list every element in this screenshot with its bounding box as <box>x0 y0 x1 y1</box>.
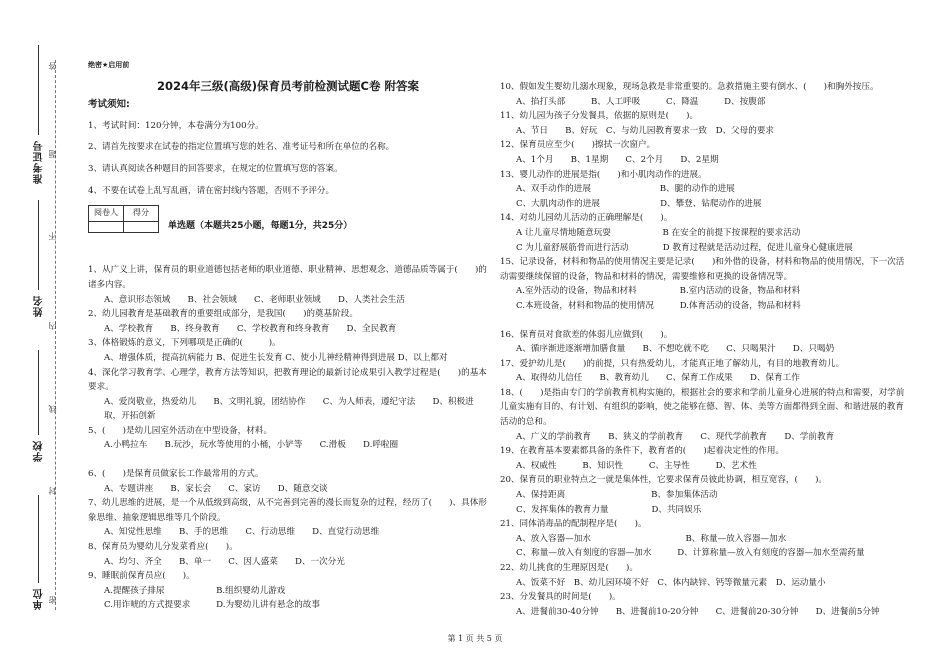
spacer <box>88 453 488 467</box>
school-label: 学校 <box>34 440 45 462</box>
question-options: A、专题讲座 B、家长会 C、家访 D、随意交谈 <box>104 483 328 494</box>
score-blank[interactable] <box>124 221 159 232</box>
school-line <box>38 350 39 435</box>
question-options: A、学校教育 B、终身教育 C、学校教育和终身教育 D、全民教育 <box>104 323 397 334</box>
notice-heading: 考试须知: <box>88 99 130 111</box>
question-options: C、称量—放入有刻度的容器—加水 D、计算称量—放入有刻度的容器—加水至需药量 <box>516 548 865 559</box>
question-stem: 2、幼儿园教育是基础教育的重要组成部分，是我国( )的奠基阶段。 <box>88 309 358 320</box>
question-options: A、增强体质，提高抗病能力 B、促进生长发育 C、使小儿神经精神得到进展 D、以上都对 <box>104 352 448 363</box>
question-options: A、知觉性思维 B、手的思维 C、行动思维 D、直觉行动思维 <box>104 527 380 538</box>
question-options: A、意识形态领域 B、社会领域 C、老师职业领域 D、人类社会生活 <box>104 294 405 305</box>
question-stem: 7、幼儿思维的进展，是一个从低级到高级，从不完善到完善的漫长而复杂的过程，经历了( )、具体形象思维、抽象逻辑思维等几个阶段。 <box>88 498 487 523</box>
notice-list <box>88 119 488 198</box>
admission-line <box>38 45 39 135</box>
question-options: A.小鸭拉车 B.玩沙，玩水等使用的小桶，小铲等 C.滑板 D.呼啦圈 <box>104 440 399 451</box>
question-options: A.室外活动的设备，物品和材料 B.室内活动的设备，物品和材料 <box>516 286 801 297</box>
admission-label: 准考证号 <box>34 140 45 184</box>
question-options: A.提醒孩子排尿 B.组织婴幼儿游戏 <box>104 585 286 596</box>
question-options: A、均匀、齐全 B、单一 C、因人盛菜 D、一次分光 <box>104 556 345 567</box>
score-table <box>88 205 159 233</box>
question-stem: 10、假如发生婴幼儿溺水现象，现场急救是非常重要的。急救措施主要有倒水、( )和胸外按压。 <box>500 82 879 92</box>
question-options: A、爱岗敬业，热爱幼儿 B、文明礼貌，团结协作 C、为人师表，遵纪守法 D、积极进取，开拓创新 <box>104 396 474 422</box>
question-options: A、进餐前30-40分钟 B、进餐前10-20分钟 C、进餐前20-30分钟 D、进餐前5分钟 <box>516 606 880 617</box>
question-stem: 4、深化学习教育学、心理学，教育方法等知识，把教育理论的最新讨论成果引入教学过程是( )的基本要求。 <box>88 367 487 393</box>
question-stem: 12、保育员应至少( )擦拭一次窗户。 <box>500 140 656 151</box>
question-options: A 让儿童尽情地随意玩耍 B 在安全的前提下按课程的要求活动 <box>516 227 801 238</box>
question-stem: 1、从广义上讲，保育员的职业道德包括老师的职业道德、职业精神、思想观念、道德品质等属于( )的诸多内容。 <box>88 265 487 290</box>
question-stem: 8、保育员为婴幼儿分发菜肴应( )。 <box>88 542 238 553</box>
question-options: C 为儿童舒展筋骨而进行活动 D 教育过程就是活动过程，促进儿童身心健康进展 <box>516 242 853 253</box>
question-options: A、掐打头部 B、人工呼吸 C、降温 D、按腹部 <box>516 96 766 107</box>
question-options: A、循序渐进逐渐增加膳食量 B、不想吃就不吃 C、只喝果汁 D、只喝奶 <box>516 344 835 355</box>
question-options: C.用诈唬的方式提要求 D.为婴幼儿讲有悬念的故事 <box>104 600 320 611</box>
question-stem: 20、保育员的职业特点之一就是集体性，它要求保育员彼此协调，相互宽容，( )。 <box>500 475 828 486</box>
question-stem: 21、同体消毒品的配制程序是( )。 <box>500 519 647 530</box>
question-options: A、1个月 B、1星期 C、2个月 D、2星期 <box>516 154 719 165</box>
question-stem: 11、幼儿园为孩子分发餐具，依据的原则是( )。 <box>500 111 699 122</box>
question-stem: 18、( )是指由专门的学前教育机构实施的，根据社会的要求和学前儿童身心进展的特点和需要，对学前儿童实施有目的、有计划、有组织的影响，使之能够在德、智、体、美等方面都得到全面、和谐进展的教育活动的总和。 <box>500 387 905 428</box>
question-stem: 5、( )是幼儿园室外活动在中型设备，材料。 <box>88 425 273 436</box>
seal-mark-4: 内 <box>48 322 57 330</box>
reviewer-cell: 阅卷人 <box>89 206 124 222</box>
question-options: A、广义的学前教育 B、狭义的学前教育 C、现代学前教育 D、学前教育 <box>516 431 835 442</box>
section-heading: 单选题（本题共25小题，每题1分，共25分） <box>168 220 353 231</box>
seal-mark-3: 不 <box>48 232 57 240</box>
notice-item: 3、请认真阅读各种题目的回答要求，在规定的位置填写您的答案。 <box>88 163 343 174</box>
question-options: A、权威性 B、知识性 C、主导性 D、艺术性 <box>516 460 757 471</box>
question-options: C、发挥集体的教育力量 D、共同娱乐 <box>516 504 702 515</box>
exam-title: 2024年三级(高级)保育员考前检测试题C卷 附答案 <box>157 78 419 93</box>
reviewer-blank[interactable] <box>89 221 124 232</box>
question-stem: 6、( )是保育员做家长工作最常用的方式。 <box>88 469 264 480</box>
question-options: A、放入容器—加水 B、称量—放入容器—加水 <box>516 533 787 544</box>
right-questions <box>500 80 910 619</box>
seal-mark-5: 线 <box>48 405 57 413</box>
left-column <box>88 58 488 613</box>
notice-item: 1、考试时间：120分钟，本卷满分为100分。 <box>88 120 264 131</box>
seal-mark-1: 答 <box>48 62 57 70</box>
question-options: A、饭菜不好 B、幼儿园环境不好 C、体内缺锌、钙等微量元素 D、运动量小 <box>516 577 826 588</box>
question-stem: 9、睡眠前保育员应( )。 <box>88 571 195 582</box>
question-stem: 14、对幼儿园幼儿活动的正确理解是( )。 <box>500 213 673 224</box>
question-options: A、取得幼儿信任 B、教育幼儿 C、保育工作成果 D、保育工作 <box>516 373 800 384</box>
question-stem: 16、保育员对食欲差的体弱儿应做到( )。 <box>500 329 673 340</box>
question-stem: 3、体格锻炼的意义，下列哪项是正确的( )。 <box>88 338 281 349</box>
question-options: C、大肌肉动作的进展 D、攀登、钻爬动作的进展 <box>516 198 762 209</box>
question-stem: 23、分发餐具的时间是( )。 <box>500 592 621 603</box>
question-stem: 19、在教育基本要素都具备的条件下，教育者的( )起着决定性的作用。 <box>500 446 785 457</box>
question-options: A、双手动作的进展 B、腿的动作的进展 <box>516 184 735 195</box>
question-options: C.本班设备，材料和物品的使用情况 D.体育活动的设备，物品和材料 <box>516 300 801 311</box>
name-label: 姓名 <box>34 295 45 317</box>
seal-mark-7: 密 <box>48 596 57 604</box>
question-options: A、保持距离 B、参加集体活动 <box>516 490 718 501</box>
question-options: A、节日 B、好玩 C、与幼儿园教育要求一致 D、父母的要求 <box>516 125 775 136</box>
name-line <box>38 200 39 290</box>
score-cell: 得分 <box>124 206 159 222</box>
left-questions <box>88 263 488 613</box>
question-stem: 13、婴儿动作的进展是指( )和小肌肉动作的进展。 <box>500 169 707 180</box>
secret-mark: 绝密★启用前 <box>88 61 130 69</box>
notice-item: 4、不要在试卷上乱写乱画，请在密封线内答题，否则不予评分。 <box>88 185 335 196</box>
page-footer: 第 1 页 共 5 页 <box>447 634 503 643</box>
unit-line <box>38 495 39 583</box>
unit-label: 单位 <box>34 588 45 610</box>
spacer <box>500 314 910 328</box>
question-stem: 15、记录设备，材料和物品的使用情况主要是记录( )和外借的设备，材料和物品的使用情况，下一次活动需要继续保留的设备，物品和材料的情况，需要维修和更换的设备情况等。 <box>500 257 905 282</box>
question-stem: 22、幼儿挑食的生理原因是( )。 <box>500 563 638 573</box>
question-stem: 17、爱护幼儿是( )的前提，只有热爱幼儿，才能真正地了解幼儿，有目的地教育幼儿。 <box>500 358 845 369</box>
right-column <box>500 80 910 619</box>
seal-mark-6: 封 <box>48 487 57 495</box>
seal-line <box>55 60 56 610</box>
notice-item: 2、请首先按要求在试卷的指定位置填写您的姓名、准考证号和所在单位的名称。 <box>88 142 395 153</box>
seal-mark-2: 题 <box>48 150 57 158</box>
